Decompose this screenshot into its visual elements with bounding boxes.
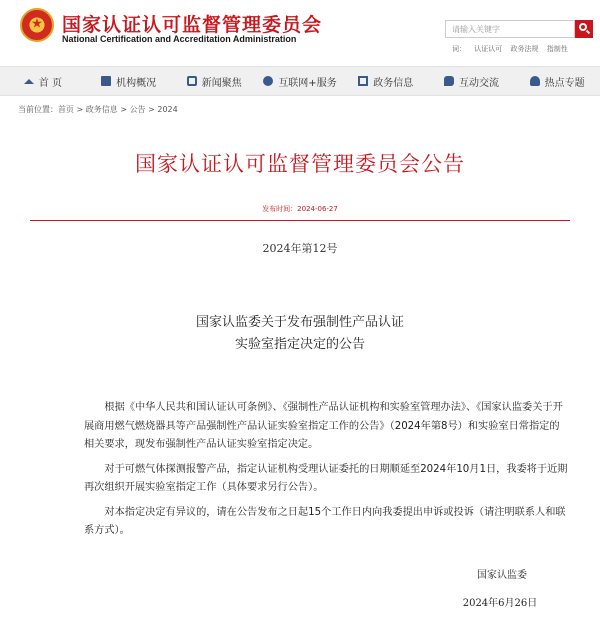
news-icon (187, 76, 197, 86)
nav-item-government-info[interactable] (343, 67, 429, 95)
body-paragraph: 对本指定决定有异议的，请在公告发布之日起15个工作日内向我委提出申诉或投诉（请注明联系人和联系方式）。 (84, 506, 566, 536)
body-paragraph: 对于可燃气体探测报警产品，指定认证机构受理认证委托的日期顺延至2024年10月1日，我委将于近期再次组织开展实验室指定工作（具体要求另行公告）。 (84, 463, 568, 493)
search-input[interactable]: 请输入关键字 (445, 20, 575, 38)
hot-word-link[interactable]: 指制性 (546, 45, 568, 53)
title-divider (30, 220, 570, 221)
main-nav (0, 66, 600, 96)
internet-service-icon (263, 76, 273, 86)
nav-item-internet-service[interactable] (257, 67, 343, 95)
national-emblem-logo[interactable]: ★ (20, 8, 54, 42)
hot-word-link[interactable]: 政务法规 (510, 45, 539, 53)
nav-item-label: 首 页 (38, 77, 62, 89)
announcement-subtitle (0, 312, 600, 356)
nav-item-interaction[interactable] (429, 67, 515, 95)
search-button[interactable] (575, 20, 593, 38)
site-header (0, 0, 600, 66)
signer: 国家认监委 (477, 570, 527, 581)
sign-date: 2024年6月26日 (462, 598, 538, 609)
announcement-title: 国家认证认可监督管理委员会公告 (135, 152, 465, 176)
subtitle-line: 国家认监委关于发布强制性产品认证 (195, 315, 404, 330)
interaction-icon (444, 76, 454, 86)
site-title-english: National Certification and Accreditation Administration (62, 34, 297, 44)
government-info-icon (358, 76, 368, 86)
nav-item-hot-topic[interactable] (514, 67, 600, 95)
site-title-chinese[interactable]: 国家认证认可监督管理委员会 (62, 14, 323, 36)
nav-item-label: 政务信息 (373, 77, 414, 89)
publish-date: 发布时间：2024-06-27 (262, 205, 338, 213)
subtitle-line: 实验室指定决定的公告 (234, 337, 365, 352)
nav-item-label: 新闻聚焦 (201, 77, 242, 89)
nav-item-home[interactable] (0, 67, 86, 95)
hot-word-link[interactable]: 认证认可 (474, 45, 503, 53)
hot-topic-icon (530, 76, 540, 86)
nav-item-label: 互联网+服务 (278, 77, 337, 89)
nav-item-organization[interactable] (86, 67, 172, 95)
announcement-body (84, 399, 569, 547)
home-icon (24, 79, 34, 84)
nav-item-label: 互动交流 (458, 77, 499, 89)
nav-item-label: 机构概况 (116, 77, 157, 89)
hot-words-label: 词： (452, 45, 466, 53)
document-number: 2024年第12号 (262, 242, 338, 255)
organization-icon (101, 76, 111, 86)
hot-words (452, 44, 574, 54)
breadcrumb[interactable]: 当前位置：首页 > 政务信息 > 公告 > 2024 (18, 105, 178, 114)
body-paragraph: 根据《中华人民共和国认证认可条例》、《强制性产品认证机构和实验室管理办法》、《国家认监委关于开展商用燃气燃烧器具等产品强制性产品认证实验室指定工作的公告》（2024年第8号）和实验室日常指定的相关要求，现发布强制性产品认证实验室指定决定。 (84, 402, 563, 450)
nav-item-news[interactable] (171, 67, 257, 95)
nav-item-label: 热点专题 (544, 77, 585, 89)
